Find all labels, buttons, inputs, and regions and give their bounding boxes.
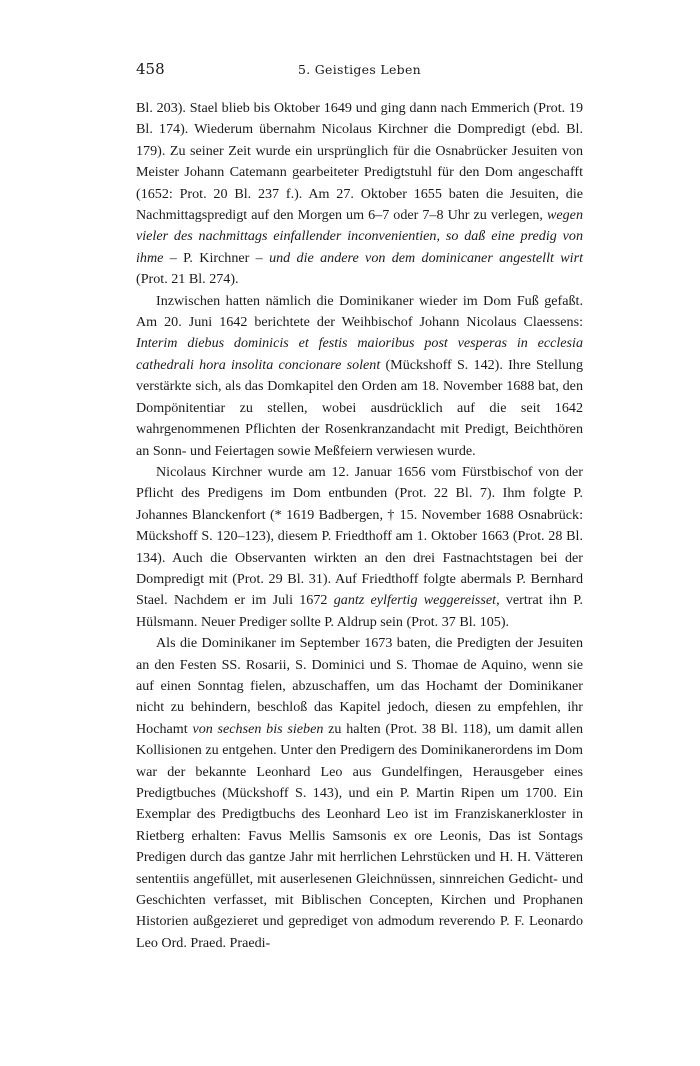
text-run: , vertrat ihn P. Hülsmann. Neuer Prediger sollte P. Aldrup sein (Prot. 37 Bl. 105). [136,592,583,630]
italic-quote: gantz eylfertig weggereisset [333,592,497,609]
paragraph [136,291,583,462]
paragraph [136,98,583,291]
text-run: Bl. 203). Stael blieb bis Oktober 1649 und ging dann nach Emmerich (Prot. 19 Bl. 174). Wiederum übernahm Nicolaus Kirchner die Dompredigt (ebd. Bl. 179). Zu seiner Zeit wurde ein ursprünglich für die Osnabrücker Jesuiten von Meister Johann Catemann gearbeiteter Predigtstuhl für den Dom angeschafft (1652: Prot. 20 Bl. 237 f.). Am 27. Oktober 1655 baten die Jesuiten, die Nachmittagspredigt auf den Morgen um 6–7 oder 7–8 Uhr zu verlegen, [136,100,583,224]
text-run: Inzwischen hatten nämlich die Dominikaner wieder im Dom Fuß gefaßt. Am 20. Juni 1642 berichtete der Weihbischof Johann Nicolaus Claessens: [136,292,583,331]
body-text [136,98,583,954]
italic-quote: wegen vieler des nachmittags einfallender inconvenientien, so daß eine predig von ihme [136,207,583,266]
page-header [136,60,583,82]
page-number: 458 [136,60,165,78]
italic-quote: und die andere von dem dominicaner angestellt wirt [269,249,583,266]
paragraph [136,633,583,954]
italic-quote: Interim diebus dominicis et festis maioribus post vesperas in ecclesia cathedrali hora insolita concionare solent [136,335,583,373]
text-run: – P. Kirchner – [163,249,270,266]
text-run: Als die Dominikaner im September 1673 baten, die Predigten der Jesuiten an den Festen SS. Rosarii, S. Dominici und S. Thomae de Aquino, wenn sie auf einen Sonntag fielen, abzuschaffen, um das Hochamt der Dominikaner nicht zu behindern, beschloß das Kapitel jedoch, diesen zu empfehlen, ihr Hochamt [136,635,583,737]
text-run: Nicolaus Kirchner wurde am 12. Januar 1656 vom Fürstbischof von der Pflicht des Predigens im Dom entbunden (Prot. 22 Bl. 7). Ihm folgte P. Johannes Blanckenfort (* 1619 Badbergen, † 15. November 1688 Osnabrück: Mückshoff S. 120–123), diesem P. Friedthoff am 1. Oktober 1663 (Prot. 28 Bl. 134). Auch die Observanten wirkten an den drei Fastnachtstagen bei der Dompredigt mit (Prot. 29 Bl. 31). Auf Friedthoff folgte abermals P. Bernhard Stael. Nachdem er im Juli 1672 [136,463,583,609]
running-head: 5. Geistiges Leben [297,62,422,77]
text-run: (Mückshoff S. 142). Ihre Stellung verstärkte sich, als das Domkapitel den Orden am 18. November 1688 bat, den Dompönitentiar zu stellen, wobei ausdrücklich auf die seit 1642 wahrgenommenen Pflichten der Rosenkranzandacht mit Predigt, Beichthören an Sonn- und Feiertagen sowie Meßfeiern verwiesen wurde. [136,356,583,459]
italic-quote: von sechsen bis sieben [192,720,324,737]
paragraph [136,462,583,633]
text-run: (Prot. 21 Bl. 274). [136,271,239,288]
text-run: zu halten (Prot. 38 Bl. 118), um damit allen Kollisionen zu entgehen. Unter den Predigern des Dominikanerordens im Dom war der bekannte Leonhard Leo aus Gundelfingen, Herausgeber eines Predigtbuches (Mückshoff S. 143), und ein P. Martin Ripen um 1700. Ein Exemplar des Predigtbuchs des Leonhard Leo ist im Franziskanerkloster in Rietberg erhalten: Favus Mellis Samsonis ex ore Leonis, Das ist Sontags Predigen durch das gantze Jahr mit herrlichen Lehrstücken und H. H. Vätteren sententiis angefüllet, mit auserlesenen Gleichnüssen, sinnreichen Gedicht- und Geschichten verfasset, mit Biblischen Concepten, Kirchen und Prophanen Historien außgezieret und geprediget von admodum reverendo P. F. Leonardo Leo Ord. Praed. Praedi- [136,720,583,951]
